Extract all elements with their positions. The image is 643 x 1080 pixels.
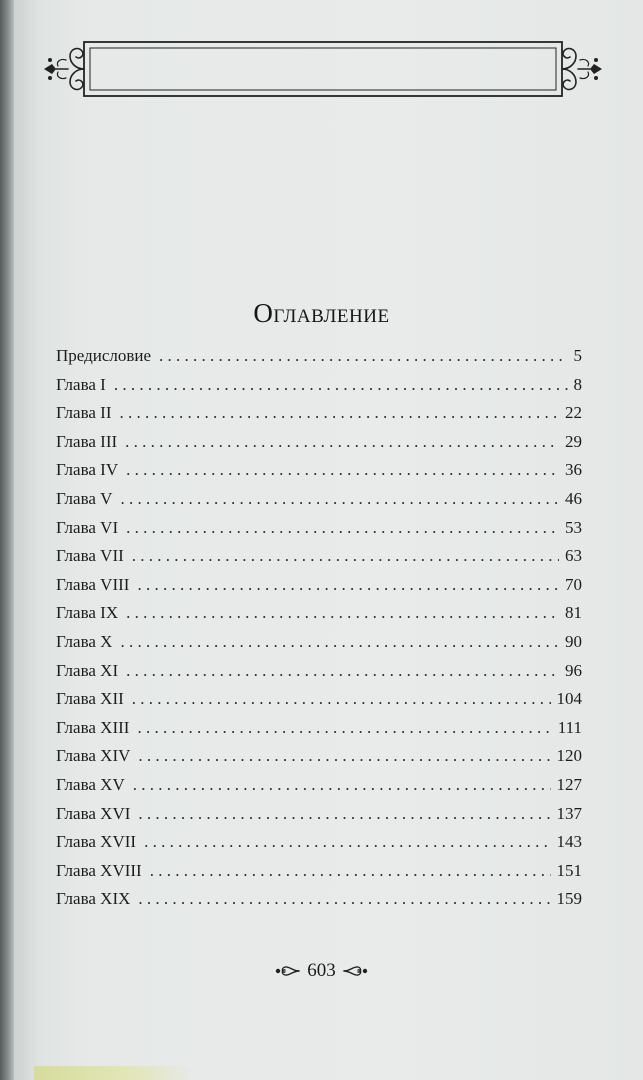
dot-leader <box>138 804 550 824</box>
toc-entry-label: Предисловие <box>56 346 152 365</box>
toc-entry-label: Глава V <box>56 488 113 508</box>
toc-entry-page: 104 <box>556 689 582 709</box>
toc-entry-label: Глава XVII <box>56 832 137 852</box>
toc-entry-page: 90 <box>565 631 582 651</box>
toc-entry-label: Глава XIV <box>56 746 131 766</box>
toc-entry <box>56 804 582 833</box>
dot-leader <box>137 575 559 595</box>
toc-entry <box>56 632 582 661</box>
table-of-contents <box>56 346 582 918</box>
dot-leader <box>137 718 551 738</box>
dot-leader <box>120 403 560 423</box>
toc-entry-label: Глава IV <box>56 460 119 480</box>
dot-leader <box>126 460 559 480</box>
toc-entry-label: Глава III <box>56 431 118 451</box>
toc-entry-label: Глава XII <box>56 689 124 709</box>
toc-entry-label: Глава XIX <box>56 889 131 909</box>
dot-leader <box>126 603 559 623</box>
toc-entry-page: 137 <box>556 803 582 823</box>
dot-leader <box>138 746 550 766</box>
toc-entry <box>56 689 582 718</box>
toc-entry <box>56 832 582 861</box>
dot-leader <box>120 632 559 652</box>
toc-entry <box>56 575 582 604</box>
toc-entry-page: 111 <box>557 717 582 737</box>
toc-entry <box>56 661 582 690</box>
dot-leader <box>150 861 551 881</box>
toc-entry-page: 143 <box>556 832 582 852</box>
toc-entry-label: Глава I <box>56 374 106 394</box>
dot-leader <box>120 489 559 509</box>
dot-leader <box>126 518 559 538</box>
page-number: 603 <box>307 960 336 981</box>
dot-leader <box>114 375 568 395</box>
toc-entry <box>56 546 582 575</box>
ornamental-frame-icon <box>40 34 606 104</box>
toc-entry <box>56 346 582 375</box>
toc-entry-page: 8 <box>573 374 582 394</box>
page-corner-strip <box>34 1066 194 1080</box>
toc-entry-page: 22 <box>565 403 582 423</box>
dot-leader <box>133 775 551 795</box>
page-footer <box>0 960 643 982</box>
toc-entry <box>56 375 582 404</box>
toc-entry-label: Глава VI <box>56 517 119 537</box>
toc-entry <box>56 460 582 489</box>
page-title: Оглавление <box>253 298 390 328</box>
toc-entry-label: Глава VIII <box>56 574 130 594</box>
toc-entry-page: 36 <box>565 460 582 480</box>
toc-entry-label: Глава IX <box>56 603 119 623</box>
toc-entry <box>56 518 582 547</box>
dot-leader <box>125 432 559 452</box>
toc-entry-label: Глава XI <box>56 660 119 680</box>
toc-entry-label: Глава II <box>56 403 112 423</box>
toc-entry-page: 46 <box>565 488 582 508</box>
toc-entry-label: Глава X <box>56 631 113 651</box>
toc-entry-page: 53 <box>565 517 582 537</box>
toc-entry-page: 120 <box>556 746 582 766</box>
toc-entry-label: Глава XV <box>56 774 125 794</box>
toc-entry <box>56 603 582 632</box>
toc-entry <box>56 861 582 890</box>
toc-entry-label: Глава XVIII <box>56 860 142 880</box>
dot-leader <box>132 546 559 566</box>
toc-entry-page: 63 <box>565 546 582 566</box>
dot-leader <box>144 832 550 852</box>
toc-entry <box>56 889 582 918</box>
book-page-edge <box>0 0 14 1080</box>
dot-leader <box>159 346 567 366</box>
toc-entry-page: 151 <box>556 860 582 880</box>
toc-entry-page: 127 <box>556 774 582 794</box>
toc-entry-page: 29 <box>565 431 582 451</box>
toc-entry <box>56 775 582 804</box>
toc-entry-page: 81 <box>565 603 582 623</box>
toc-entry-label: Глава XIII <box>56 717 130 737</box>
toc-entry <box>56 403 582 432</box>
toc-entry-page: 5 <box>573 346 582 365</box>
toc-entry-page: 96 <box>565 660 582 680</box>
fleuron-left-icon <box>275 963 301 979</box>
dot-leader <box>138 889 550 909</box>
fleuron-right-icon <box>342 963 368 979</box>
toc-entry-label: Глава VII <box>56 546 124 566</box>
toc-entry-label: Глава XVI <box>56 803 131 823</box>
toc-entry-page: 159 <box>556 889 582 909</box>
toc-entry <box>56 746 582 775</box>
toc-entry <box>56 432 582 461</box>
toc-entry-page: 70 <box>565 574 582 594</box>
toc-entry <box>56 718 582 747</box>
toc-entry <box>56 489 582 518</box>
dot-leader <box>132 689 551 709</box>
dot-leader <box>126 661 559 681</box>
